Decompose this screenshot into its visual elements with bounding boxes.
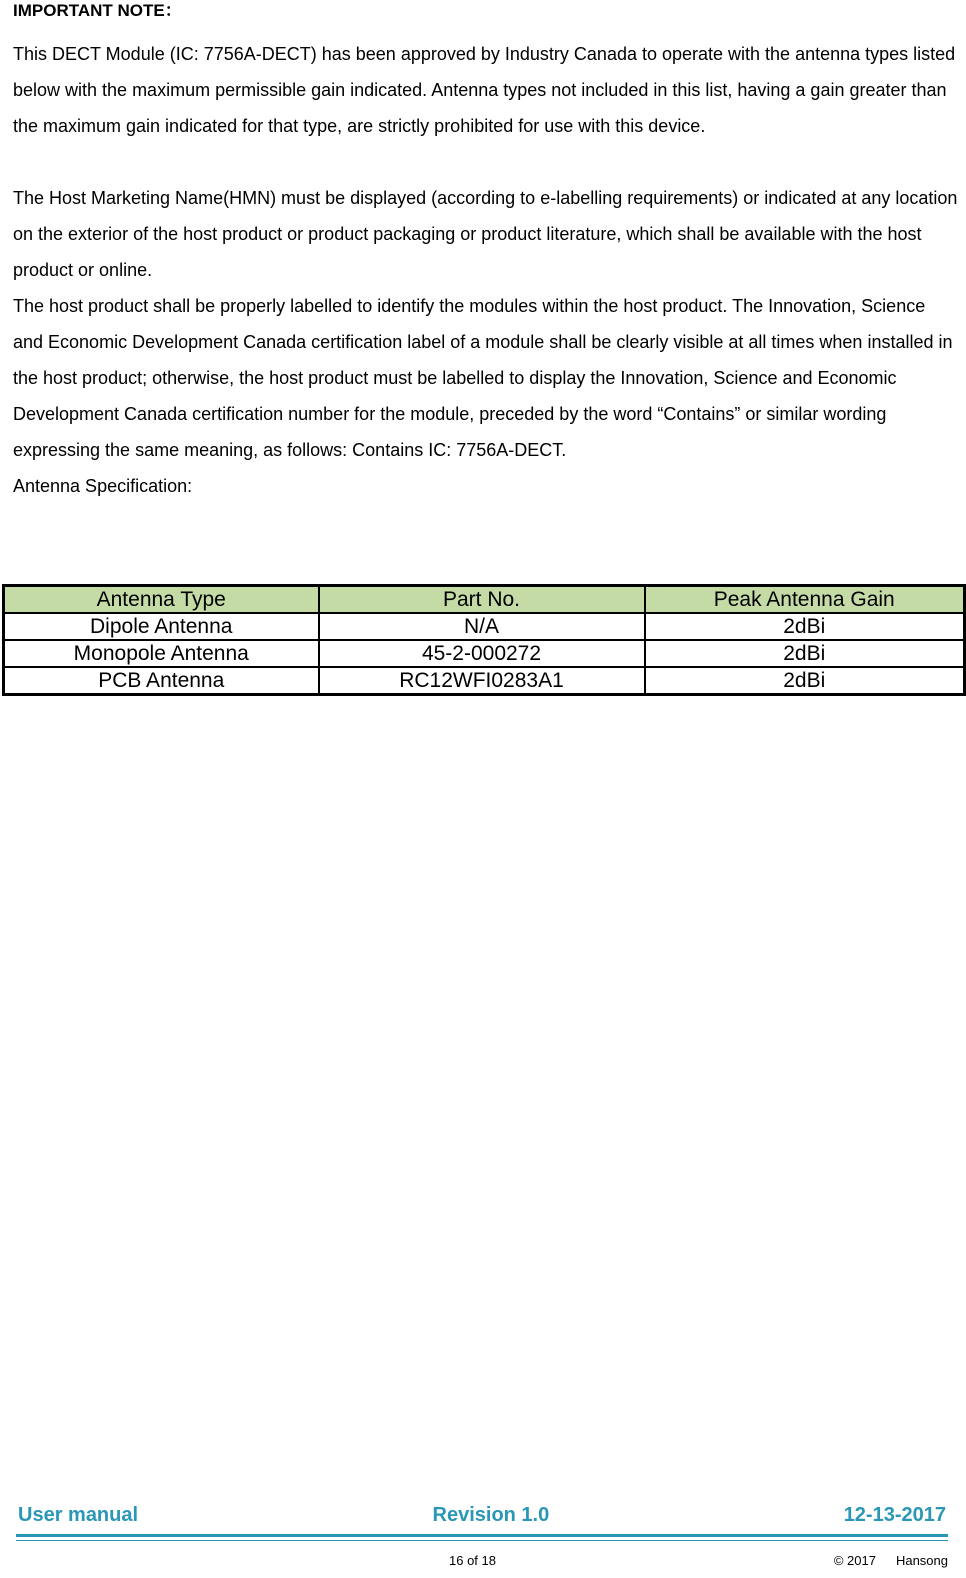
- table-row: [4, 613, 965, 640]
- cell-part-no: RC12WFI0283A1: [319, 667, 645, 695]
- cell-peak-gain: 2dBi: [645, 613, 965, 640]
- cell-antenna-type: Monopole Antenna: [4, 640, 319, 667]
- company-name: Hansong: [895, 1553, 948, 1568]
- cell-antenna-type: PCB Antenna: [4, 667, 319, 695]
- table-row: [4, 640, 965, 667]
- header-antenna-type: Antenna Type: [4, 586, 319, 614]
- footer-header: [18, 1504, 946, 1527]
- copyright-year: © 2017: [833, 1553, 876, 1568]
- paragraph-approval: This DECT Module (IC: 7756A-DECT) has been approved by Industry Canada to operate with the antenna types listed below with the maximum permissible gain indicated. Antenna types not included in this list, having a gain greater than the maximum gain indicated for that type, are strictly prohibited for use with this device.: [13, 44, 956, 136]
- important-note-heading: IMPORTANT NOTE：: [13, 1, 182, 20]
- antenna-spec-table: [2, 584, 966, 696]
- paragraph-hmn: The Host Marketing Name(HMN) must be displayed (according to e-labelling requirements) or indicated at any location on the exterior of the host product or product packaging or product literature, which shall be available with the host product or online.: [13, 188, 958, 280]
- cell-antenna-type: Dipole Antenna: [4, 613, 319, 640]
- cell-peak-gain: 2dBi: [645, 667, 965, 695]
- footer-copyright: [814, 1553, 948, 1568]
- footer-divider-thin: [16, 1540, 948, 1541]
- footer-doc-type: User manual: [18, 1504, 139, 1526]
- footer-date: 12-13-2017: [843, 1504, 946, 1526]
- footer-divider-thick: [16, 1534, 948, 1537]
- footer-revision: Revision 1.0: [432, 1504, 550, 1526]
- paragraph-labelling: The host product shall be properly labelled to identify the modules within the host product. The Innovation, Science and Economic Development Canada certification label of a module shall be clearly visible at all times when installed in the host product; otherwise, the host product must be labelled to display the Innovation, Science and Economic Development Canada certification number for the module, preceded by the word “Contains” or similar wording expressing the same meaning, as follows: Contains IC: 7756A-DECT.: [13, 296, 953, 460]
- cell-part-no: N/A: [319, 613, 645, 640]
- cell-peak-gain: 2dBi: [645, 640, 965, 667]
- header-part-no: Part No.: [319, 586, 645, 614]
- header-peak-gain: Peak Antenna Gain: [645, 586, 965, 614]
- antenna-spec-label: Antenna Specification:: [13, 476, 193, 496]
- cell-part-no: 45-2-000272: [319, 640, 645, 667]
- document-body: [13, 0, 958, 504]
- page-number: 16 of 18: [449, 1553, 496, 1568]
- table-row: [4, 667, 965, 695]
- table-header-row: [4, 586, 965, 614]
